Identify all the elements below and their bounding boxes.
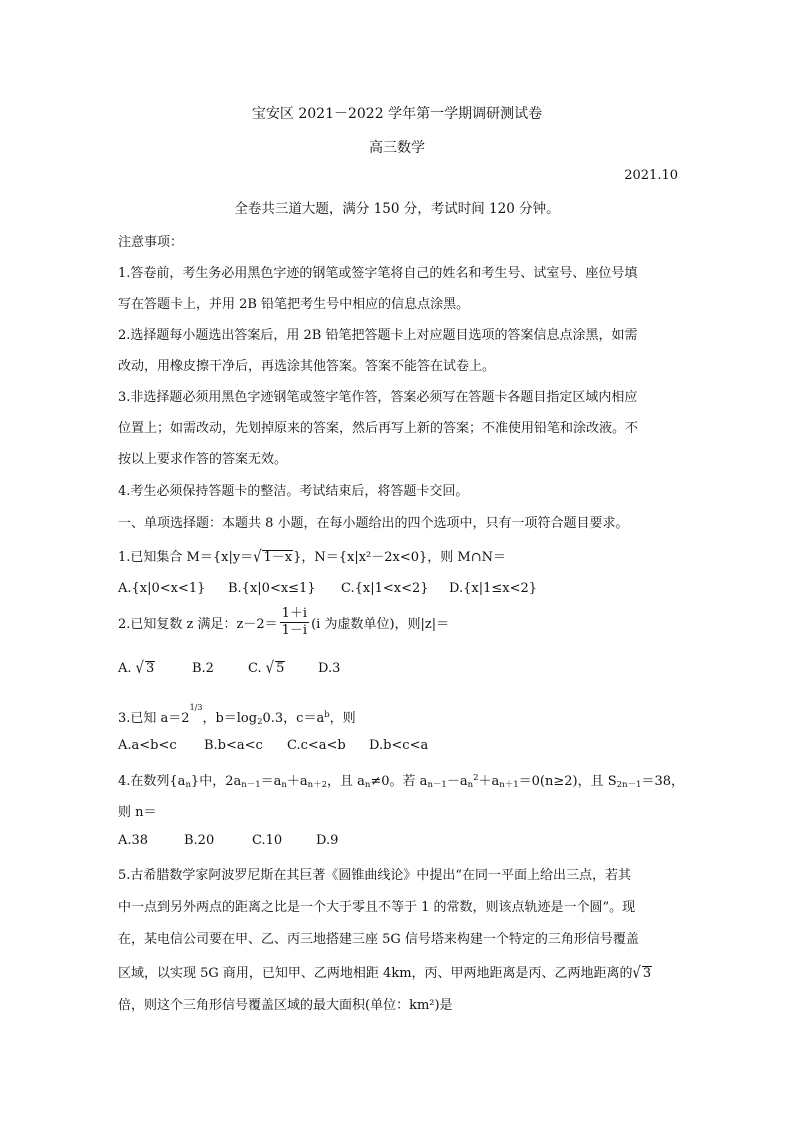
q3-stem-pre: 3.已知 a＝2 bbox=[118, 711, 190, 726]
q3-log-base: 2 bbox=[257, 717, 263, 727]
q5-radicand: 3 bbox=[642, 966, 652, 981]
q2-option-c-label: C. bbox=[248, 661, 262, 676]
q4-subscript: n－1 bbox=[427, 780, 447, 790]
question-4-line-2: 则 n＝ bbox=[118, 805, 157, 820]
q4-subscript: n bbox=[364, 780, 371, 790]
q4-option-a: A.38 bbox=[118, 833, 149, 848]
q3-stem-mid: ，b＝log bbox=[202, 711, 258, 726]
note-4: 4.考生必须保持答题卡的整洁。考试结束后，将答题卡交回。 bbox=[118, 484, 469, 499]
q2-fraction-numerator: 1＋i bbox=[280, 607, 309, 623]
question-1 bbox=[118, 546, 506, 565]
q4-subscript: n－1 bbox=[241, 780, 261, 790]
q2-option-c-radicand: 5 bbox=[276, 661, 285, 676]
q3-option-b: B.b<a<c bbox=[204, 738, 263, 753]
q2-option-a bbox=[118, 661, 192, 676]
q1-stem-post: }，N＝{x|x²－2x<0}，则 M∩N＝ bbox=[293, 550, 507, 565]
q2-option-d: D.3 bbox=[318, 661, 341, 676]
q4-option-d: D.9 bbox=[316, 833, 339, 848]
q4-text: ≠0。若 a bbox=[370, 774, 428, 789]
q2-options bbox=[118, 661, 340, 676]
sqrt-sign: √ bbox=[135, 659, 144, 678]
section-1-heading: 一、单项选择题：本题共 8 小题，在每小题给出的四个选项中，只有一项符合题目要求。 bbox=[118, 516, 629, 531]
sqrt-sign: √ bbox=[632, 964, 641, 983]
sqrt-sign: √ bbox=[265, 659, 275, 678]
q3-exponent-b: b bbox=[324, 710, 330, 720]
q4-option-b: B.20 bbox=[184, 833, 215, 848]
q4-options bbox=[118, 833, 338, 848]
question-5-line-4 bbox=[118, 962, 652, 981]
q2-option-b: B.2 bbox=[192, 661, 214, 676]
note-3-line-1: 3.非选择题必须用黑色字迹钢笔或签字笔作答，答案必须写在答题卡各题目指定区域内相应 bbox=[118, 390, 638, 405]
question-5-line-1: 5.古希腊数学家阿波罗尼斯在其巨著《圆锥曲线论》中提出“在同一平面上给出三点，若其 bbox=[118, 868, 632, 883]
notes-heading: 注意事项： bbox=[118, 235, 184, 250]
q2-stem-pre: 2.已知复数 z 满足：z－2＝ bbox=[118, 617, 278, 633]
q2-stem-post: (i 为虚数单位)，则|z|＝ bbox=[311, 617, 450, 633]
q1-stem-pre: 1.已知集合 M＝{x|y＝ bbox=[118, 550, 254, 565]
q4-text: －a bbox=[446, 774, 468, 789]
q4-subscript: n＋1 bbox=[499, 780, 519, 790]
q1-option-b: B.{x|0<x≤1} bbox=[228, 581, 316, 596]
q1-option-c: C.{x|1<x<2} bbox=[341, 581, 429, 596]
q4-subscript: n＋2 bbox=[307, 780, 328, 790]
q4-option-c: C.10 bbox=[252, 833, 283, 848]
note-1-line-1: 1.答卷前，考生务必用黑色字迹的钢笔或签字笔将自己的姓名和考生号、试室号、座位号填 bbox=[118, 266, 638, 281]
note-2-line-1: 2.选择题每小题选出答案后，用 2B 铅笔把答题卡上对应题目选项的答案信息点涂黑，如需 bbox=[118, 328, 638, 343]
q4-subscript: n bbox=[185, 780, 191, 790]
q4-subscript: n bbox=[467, 780, 474, 790]
q3-option-d: D.b<c<a bbox=[369, 738, 429, 753]
q2-option-a-radicand: 3 bbox=[145, 661, 155, 676]
question-4-line-1 bbox=[118, 770, 684, 789]
sqrt-sign: √ bbox=[253, 548, 262, 567]
q4-text: ＝a bbox=[260, 774, 282, 789]
q1-option-d: D.{x|1≤x<2} bbox=[449, 581, 538, 596]
q2-fraction-denominator: 1－i bbox=[281, 623, 308, 639]
q4-text: ＝38， bbox=[641, 774, 684, 789]
q1-radicand: 1－x bbox=[263, 550, 293, 565]
note-2-line-2: 改动，用橡皮擦干净后，再选涂其他答案。答案不能答在试卷上。 bbox=[118, 359, 496, 374]
q4-text: ，且 a bbox=[327, 774, 365, 789]
q4-text: ＋a bbox=[286, 774, 308, 789]
q2-fraction bbox=[280, 607, 309, 639]
question-2 bbox=[118, 607, 449, 639]
q3-option-c: C.c<a<b bbox=[287, 738, 346, 753]
q4-text: 4.在数列{a bbox=[118, 774, 186, 789]
q2-option-a-label: A. bbox=[118, 661, 132, 676]
exam-title: 宝安区 2021－2022 学年第一学期调研测试卷 bbox=[251, 106, 543, 122]
q2-option-c bbox=[248, 661, 318, 676]
question-3 bbox=[118, 703, 356, 727]
q4-text: ＋a bbox=[478, 774, 500, 789]
q1-option-a: A.{x|0<x<1} bbox=[118, 581, 206, 596]
q3-stem-post: ，则 bbox=[329, 711, 356, 726]
q5-line-4-text: 区域，以实现 5G 商用，已知甲、乙两地相距 4km，丙、甲两地距离是丙、乙两地距离的 bbox=[118, 966, 633, 981]
subject-title: 高三数学 bbox=[369, 140, 425, 156]
note-3-line-3: 按以上要求作答的答案无效。 bbox=[118, 452, 288, 467]
q1-options bbox=[118, 581, 537, 596]
exam-summary: 全卷共三道大题，满分 150 分，考试时间 120 分钟。 bbox=[234, 201, 560, 217]
question-5-line-2: 中一点到另外两点的距离之比是一个大于零且不等于 1 的常数，则该点轨迹是一个圆”。现 bbox=[118, 900, 636, 915]
note-1-line-2: 写在答题卡上，并用 2B 铅笔把考生号中相应的信息点涂黑。 bbox=[118, 297, 470, 312]
q4-text: }中，2a bbox=[190, 774, 242, 789]
q4-text: ＝0(n≥2)，且 S bbox=[518, 774, 617, 789]
note-3-line-2: 位置上；如需改动，先划掉原来的答案，然后再写上新的答案；不准使用铅笔和涂改液。不 bbox=[118, 421, 639, 436]
q4-superscript: 2 bbox=[473, 773, 479, 783]
q4-subscript: n bbox=[281, 780, 287, 790]
q3-options bbox=[118, 738, 428, 753]
q3-exponent-fraction: 1/3 bbox=[189, 703, 203, 712]
question-5-line-5: 倍，则这个三角形信号覆盖区域的最大面积(单位：km²)是 bbox=[118, 998, 453, 1013]
q4-subscript: 2n－1 bbox=[616, 780, 642, 790]
q3-option-a: A.a<b<c bbox=[118, 738, 177, 753]
q3-stem-mid2: 0.3，c＝a bbox=[262, 711, 325, 726]
exam-date: 2021.10 bbox=[624, 168, 678, 183]
question-5-line-3: 在，某电信公司要在甲、乙、丙三地搭建三座 5G 信号塔来构建一个特定的三角形信号覆盖 bbox=[118, 932, 639, 947]
